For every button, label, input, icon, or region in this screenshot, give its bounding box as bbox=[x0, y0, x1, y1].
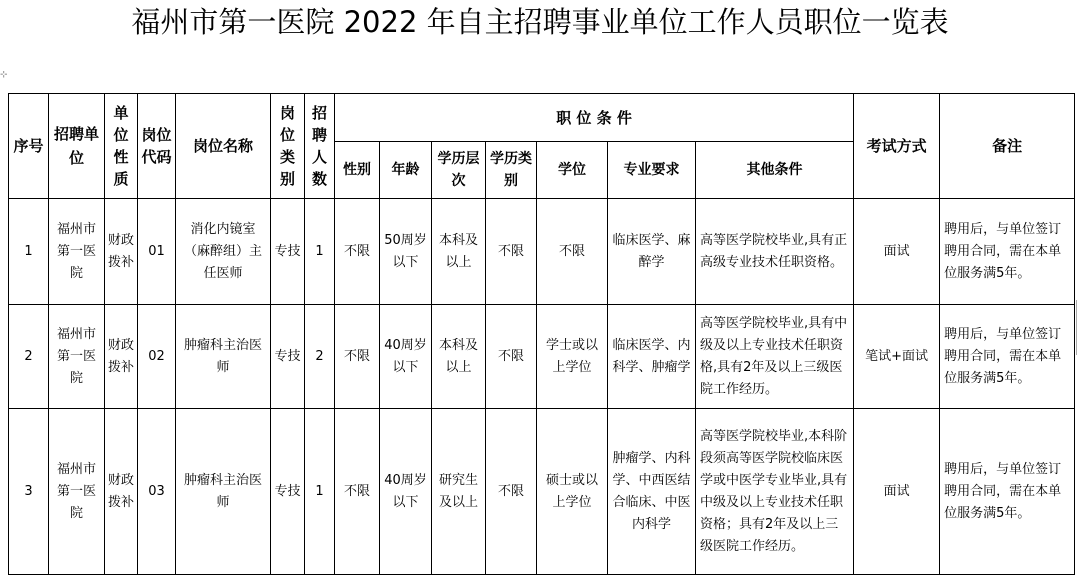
header-exam: 考试方式 bbox=[854, 94, 940, 199]
header-name: 岗位名称 bbox=[176, 94, 271, 199]
cell-other: 高等医学院校毕业,具有中级及以上专业技术任职资格,具有2年及以上三级医院工作经历。 bbox=[696, 305, 854, 409]
cell-remark: 聘用后，与单位签订聘用合同，需在本单位服务满5年。 bbox=[940, 409, 1075, 575]
cell-edu-type: 不限 bbox=[486, 199, 537, 305]
cell-unit: 福州市第一医院 bbox=[49, 409, 105, 575]
cell-edu-type: 不限 bbox=[486, 305, 537, 409]
header-code: 岗位代码 bbox=[138, 94, 176, 199]
header-age: 年龄 bbox=[380, 142, 432, 199]
cell-major: 临床医学、麻醉学 bbox=[608, 199, 696, 305]
header-edu-type: 学历类别 bbox=[486, 142, 537, 199]
header-gender: 性别 bbox=[335, 142, 380, 199]
cell-major: 肿瘤学、内科学、中西医结合临床、中医内科学 bbox=[608, 409, 696, 575]
cell-category: 专技 bbox=[271, 305, 305, 409]
cell-name: 消化内镜室（麻醉组）主任医师 bbox=[176, 199, 271, 305]
cell-nature: 财政拨补 bbox=[105, 199, 138, 305]
header-category: 岗位类别 bbox=[271, 94, 305, 199]
cell-remark: 聘用后，与单位签订聘用合同，需在本单位服务满5年。 bbox=[940, 199, 1075, 305]
cell-exam: 笔试+面试 bbox=[854, 305, 940, 409]
header-edu-level: 学历层次 bbox=[432, 142, 486, 199]
cell-edu-level: 研究生及以上 bbox=[432, 409, 486, 575]
header-seq: 序号 bbox=[9, 94, 49, 199]
cell-edu-level: 本科及以上 bbox=[432, 305, 486, 409]
header-unit: 招聘单位 bbox=[49, 94, 105, 199]
cell-edu-type: 不限 bbox=[486, 409, 537, 575]
table-row bbox=[9, 199, 1075, 305]
header-conditions: 职 位 条 件 bbox=[335, 94, 854, 142]
header-nature: 单位性质 bbox=[105, 94, 138, 199]
cell-code: 03 bbox=[138, 409, 176, 575]
page-edge-divider bbox=[1076, 300, 1080, 355]
cell-gender: 不限 bbox=[335, 199, 380, 305]
cell-count: 1 bbox=[305, 199, 335, 305]
cell-code: 02 bbox=[138, 305, 176, 409]
positions-table bbox=[8, 93, 1075, 575]
cell-degree: 硕士或以上学位 bbox=[537, 409, 608, 575]
cell-age: 40周岁以下 bbox=[380, 305, 432, 409]
table-anchor-icon: ⊹ bbox=[0, 70, 8, 80]
cell-gender: 不限 bbox=[335, 305, 380, 409]
cell-exam: 面试 bbox=[854, 409, 940, 575]
cell-other: 高等医学院校毕业,本科阶段须高等医学院校临床医学或中医学专业毕业,具有中级及以上专业技术任职资格；具有2年及以上三级医院工作经历。 bbox=[696, 409, 854, 575]
cell-major: 临床医学、内科学、肿瘤学 bbox=[608, 305, 696, 409]
cell-nature: 财政拨补 bbox=[105, 305, 138, 409]
header-major: 专业要求 bbox=[608, 142, 696, 199]
cell-gender: 不限 bbox=[335, 409, 380, 575]
header-degree: 学位 bbox=[537, 142, 608, 199]
cell-seq: 2 bbox=[9, 305, 49, 409]
cell-count: 2 bbox=[305, 305, 335, 409]
cell-name: 肿瘤科主治医师 bbox=[176, 305, 271, 409]
table-row bbox=[9, 305, 1075, 409]
cell-edu-level: 本科及以上 bbox=[432, 199, 486, 305]
cell-degree: 不限 bbox=[537, 199, 608, 305]
cell-age: 40周岁以下 bbox=[380, 409, 432, 575]
header-remark: 备注 bbox=[940, 94, 1075, 199]
header-count: 招聘人数 bbox=[305, 94, 335, 199]
cell-unit: 福州市第一医院 bbox=[49, 305, 105, 409]
cell-seq: 3 bbox=[9, 409, 49, 575]
cell-seq: 1 bbox=[9, 199, 49, 305]
cell-category: 专技 bbox=[271, 199, 305, 305]
cell-code: 01 bbox=[138, 199, 176, 305]
cell-age: 50周岁以下 bbox=[380, 199, 432, 305]
table-row bbox=[9, 409, 1075, 575]
page-title: 福州市第一医院 2022 年自主招聘事业单位工作人员职位一览表 bbox=[131, 5, 949, 39]
cell-degree: 学士或以上学位 bbox=[537, 305, 608, 409]
cell-count: 1 bbox=[305, 409, 335, 575]
cell-unit: 福州市第一医院 bbox=[49, 199, 105, 305]
cell-other: 高等医学院校毕业,具有正高级专业技术任职资格。 bbox=[696, 199, 854, 305]
cell-nature: 财政拨补 bbox=[105, 409, 138, 575]
header-other: 其他条件 bbox=[696, 142, 854, 199]
cell-remark: 聘用后，与单位签订聘用合同，需在本单位服务满5年。 bbox=[940, 305, 1075, 409]
cell-exam: 面试 bbox=[854, 199, 940, 305]
header-row-1 bbox=[9, 94, 1075, 142]
cell-name: 肿瘤科主治医师 bbox=[176, 409, 271, 575]
cell-category: 专技 bbox=[271, 409, 305, 575]
